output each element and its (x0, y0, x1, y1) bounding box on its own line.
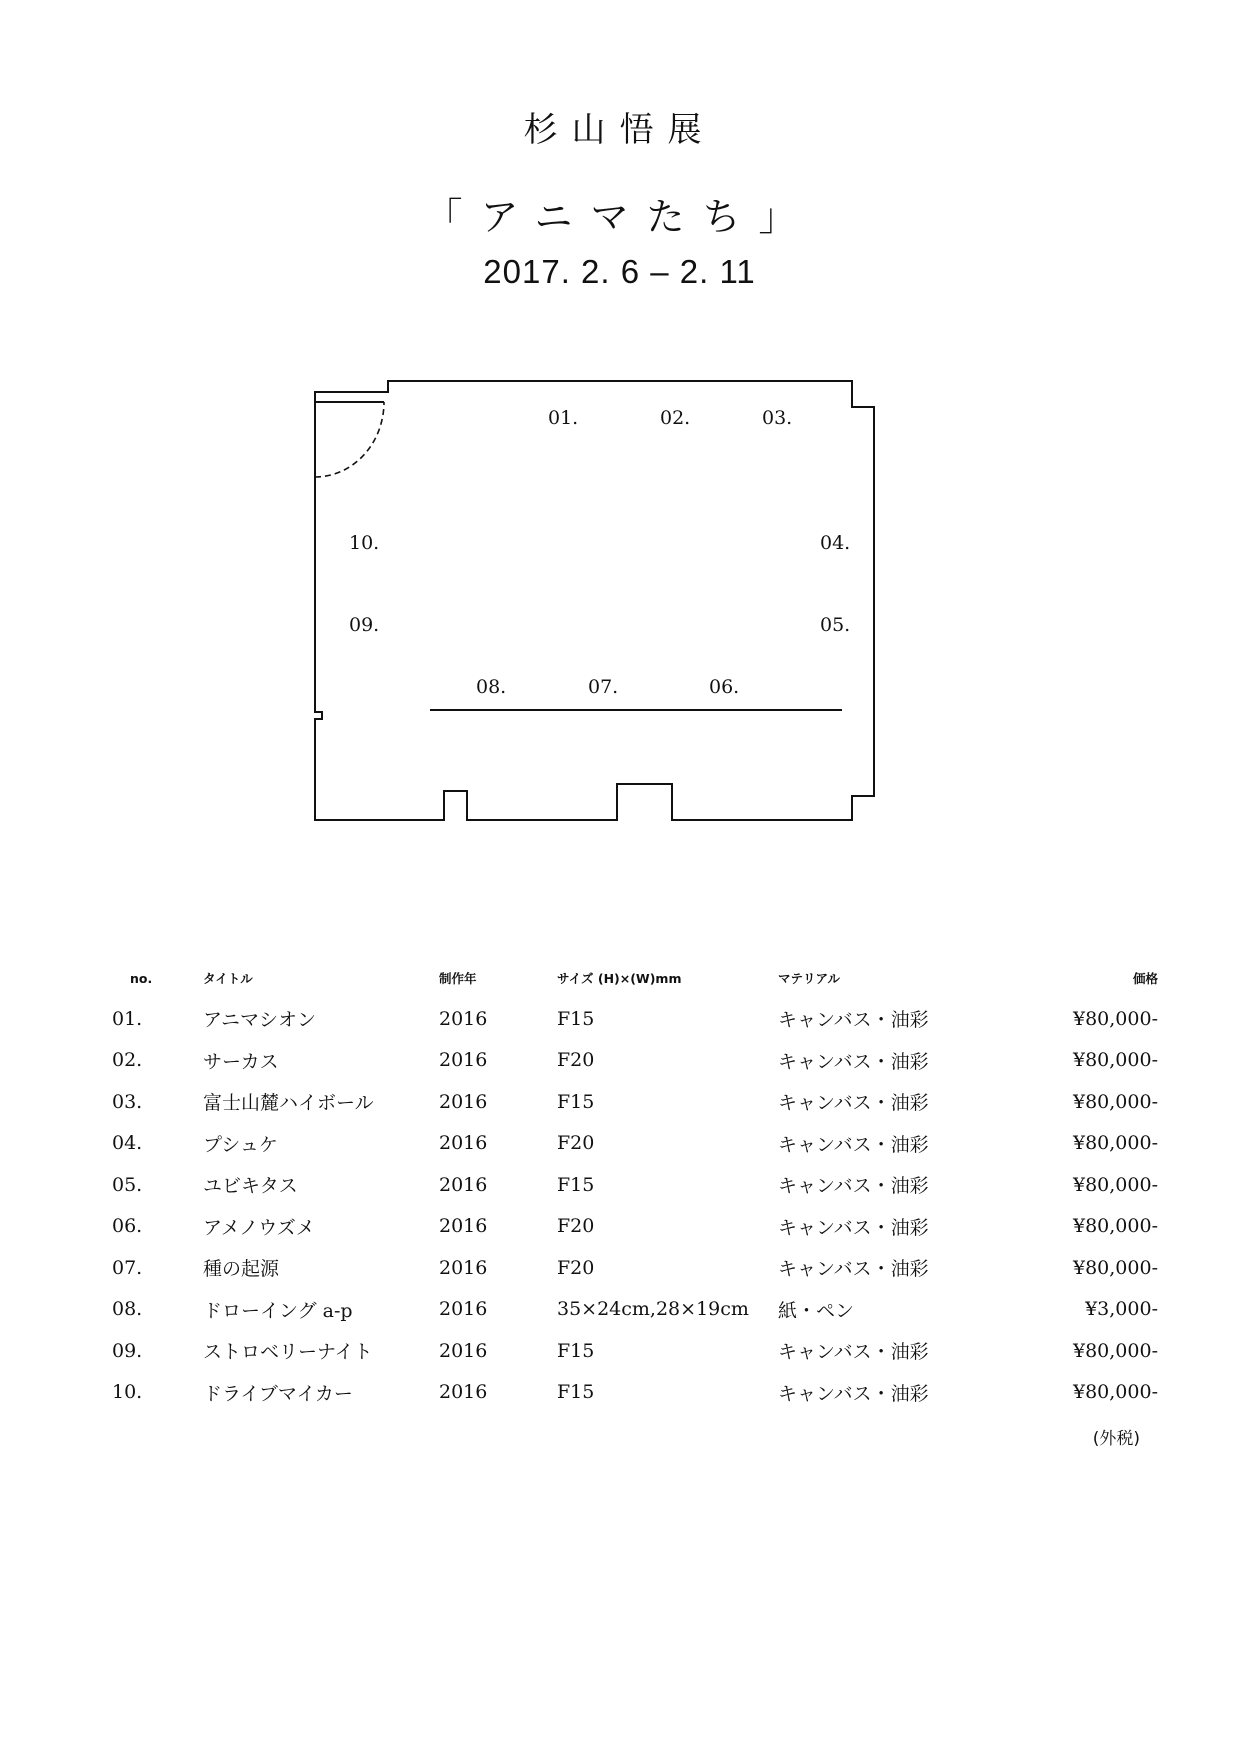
cell-no: 05. (112, 1173, 143, 1196)
cell-no: 01. (112, 1007, 143, 1030)
cell-title: アメノウズメ (203, 1216, 315, 1239)
cell-material: キャンバス・油彩 (778, 1175, 929, 1198)
wall-label-08: 08. (476, 676, 507, 698)
cell-material: 紙・ペン (778, 1299, 855, 1322)
cell-no: 06. (112, 1215, 143, 1238)
cell-year: 2016 (439, 1215, 488, 1238)
wall-label-05: 05. (820, 614, 851, 636)
cell-no: 08. (112, 1298, 143, 1321)
cell-material: キャンバス・油彩 (778, 1009, 929, 1032)
cell-material: キャンバス・油彩 (778, 1258, 929, 1281)
wall-label-06: 06. (709, 676, 740, 698)
cell-size: F20 (557, 1215, 595, 1238)
cell-year: 2016 (439, 1007, 488, 1030)
cell-year: 2016 (439, 1090, 488, 1113)
door-swing-arc (315, 402, 384, 477)
table-row (112, 1040, 1158, 1082)
cell-year: 2016 (439, 1173, 488, 1196)
wall-label-02: 02. (660, 407, 691, 429)
cell-title: ユビキタス (203, 1175, 298, 1198)
cell-material: キャンバス・油彩 (778, 1133, 929, 1156)
cell-title: 富士山麓ハイボール (203, 1092, 374, 1115)
wall-label-04: 04. (820, 532, 851, 554)
wall-label-01: 01. (548, 407, 579, 429)
cell-title: アニマシオン (203, 1009, 317, 1032)
table-row (112, 1247, 1158, 1289)
cell-title: ドローイング a-p (203, 1299, 353, 1322)
cell-title: サーカス (203, 1050, 279, 1073)
header-year: 制作年 (439, 971, 477, 986)
cell-no: 09. (112, 1339, 143, 1362)
cell-material: キャンバス・油彩 (778, 1092, 929, 1115)
cell-no: 10. (112, 1381, 143, 1404)
cell-size: F15 (557, 1173, 595, 1196)
table-row (112, 1164, 1158, 1206)
cell-size: F20 (557, 1256, 595, 1279)
header-material: マテリアル (778, 971, 841, 986)
cell-price: ¥80,000- (1073, 1215, 1158, 1238)
cell-year: 2016 (439, 1049, 488, 1072)
header-price: 価格 (1132, 971, 1158, 986)
artist-heading: 杉山悟展 (523, 110, 716, 150)
cell-price: ¥80,000- (1073, 1173, 1158, 1196)
wall-label-03: 03. (762, 407, 793, 429)
cell-year: 2016 (439, 1381, 488, 1404)
cell-year: 2016 (439, 1298, 488, 1321)
cell-price: ¥80,000- (1073, 1132, 1158, 1155)
cell-size: F20 (557, 1049, 595, 1072)
cell-no: 04. (112, 1132, 143, 1155)
wall-label-07: 07. (588, 676, 619, 698)
tax-note: (外税) (1092, 1429, 1140, 1449)
cell-material: キャンバス・油彩 (778, 1341, 929, 1364)
cell-size: F15 (557, 1381, 595, 1404)
table-row (112, 1081, 1158, 1123)
cell-material: キャンバス・油彩 (778, 1382, 929, 1405)
cell-price: ¥80,000- (1073, 1381, 1158, 1404)
cell-size: 35×24cm,28×19cm (557, 1298, 749, 1321)
cell-size: F15 (557, 1339, 595, 1362)
cell-year: 2016 (439, 1339, 488, 1362)
price-list-table (112, 964, 1158, 1413)
cell-title: ストロベリーナイト (203, 1341, 373, 1364)
header-title: タイトル (203, 971, 253, 986)
cell-title: プシュケ (203, 1133, 278, 1156)
cell-no: 02. (112, 1049, 143, 1072)
cell-material: キャンバス・油彩 (778, 1216, 929, 1239)
cell-size: F15 (557, 1090, 595, 1113)
table-row (112, 998, 1158, 1040)
table-row (112, 1123, 1158, 1165)
header-no: no. (130, 970, 153, 986)
table-row (112, 1206, 1158, 1248)
cell-price: ¥80,000- (1073, 1049, 1158, 1072)
cell-price: ¥3,000- (1085, 1298, 1158, 1321)
header-size: サイズ (H)×(W)mm (557, 971, 682, 986)
cell-price: ¥80,000- (1073, 1256, 1158, 1279)
cell-size: F20 (557, 1132, 595, 1155)
exhibition-title: 「アニマたち」 (424, 195, 815, 239)
table-header-row (112, 964, 1158, 998)
floor-plan (0, 0, 1239, 840)
table-row (112, 1372, 1158, 1414)
cell-title: ドライブマイカー (203, 1382, 353, 1405)
wall-label-10: 10. (349, 532, 380, 554)
cell-material: キャンバス・油彩 (778, 1050, 929, 1073)
cell-year: 2016 (439, 1256, 488, 1279)
cell-price: ¥80,000- (1073, 1007, 1158, 1030)
cell-price: ¥80,000- (1073, 1339, 1158, 1362)
table-row (112, 1289, 1158, 1331)
cell-title: 種の起源 (203, 1258, 280, 1281)
cell-price: ¥80,000- (1073, 1090, 1158, 1113)
cell-year: 2016 (439, 1132, 488, 1155)
wall-label-09: 09. (349, 614, 380, 636)
table-row (112, 1330, 1158, 1372)
cell-no: 07. (112, 1256, 143, 1279)
cell-no: 03. (112, 1090, 143, 1113)
floor-plan-wall (315, 381, 874, 820)
cell-size: F15 (557, 1007, 595, 1030)
exhibition-dates: 2017. 2. 6 – 2. 11 (483, 253, 756, 290)
